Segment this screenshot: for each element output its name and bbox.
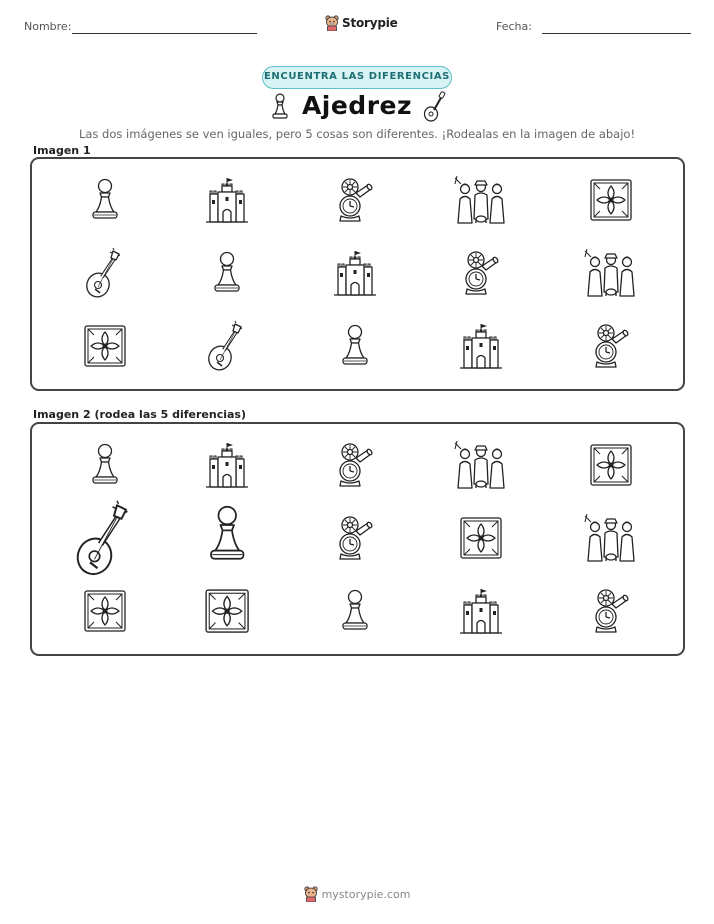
footer-bear-icon bbox=[304, 886, 318, 902]
title-lute-icon bbox=[423, 90, 447, 122]
image2-cell-2-1[interactable] bbox=[75, 510, 135, 566]
image2-cell-1-3[interactable] bbox=[325, 437, 385, 493]
pawn-icon bbox=[212, 249, 242, 297]
image2-cell-1-4[interactable] bbox=[451, 437, 511, 493]
image2-cell-2-2[interactable] bbox=[197, 506, 257, 562]
townsfolk-icon bbox=[583, 513, 639, 563]
pawn-icon bbox=[340, 587, 370, 635]
image1-cell-2-3 bbox=[325, 245, 385, 301]
bear-logo-icon bbox=[325, 15, 339, 31]
image1-cell-3-5 bbox=[581, 318, 641, 374]
castle-icon bbox=[334, 249, 376, 297]
instructions-text: Las dos imágenes se ven iguales, pero 5 cosas son diferentes. ¡Rodealas en la imagen de abajo! bbox=[78, 127, 636, 141]
image1-cell-2-4 bbox=[451, 245, 511, 301]
tile-icon bbox=[83, 324, 127, 368]
image2-cell-3-1[interactable] bbox=[75, 583, 135, 639]
image2-cell-2-3[interactable] bbox=[325, 510, 385, 566]
image1-cell-1-4 bbox=[451, 172, 511, 228]
lute-icon bbox=[207, 320, 247, 372]
clock-icon bbox=[590, 322, 632, 370]
image1-cell-1-5 bbox=[581, 172, 641, 228]
image1-cell-2-1 bbox=[75, 245, 135, 301]
image1-panel bbox=[30, 157, 685, 391]
tile-icon bbox=[459, 516, 503, 560]
castle-icon bbox=[460, 587, 502, 635]
image2-cell-3-4[interactable] bbox=[451, 583, 511, 639]
townsfolk-icon bbox=[453, 440, 509, 490]
clock-icon bbox=[590, 587, 632, 635]
image2-cell-1-5[interactable] bbox=[581, 437, 641, 493]
image1-cell-1-1 bbox=[75, 172, 135, 228]
tile-icon bbox=[589, 443, 633, 487]
logo-text: Storypie bbox=[342, 16, 398, 30]
pawn-icon bbox=[340, 322, 370, 370]
image2-cell-2-4[interactable] bbox=[451, 510, 511, 566]
clock-icon bbox=[334, 176, 376, 224]
image2-cell-1-2[interactable] bbox=[197, 437, 257, 493]
image2-cell-3-5[interactable] bbox=[581, 583, 641, 639]
image1-cell-2-5 bbox=[581, 245, 641, 301]
pawn-icon bbox=[207, 502, 248, 567]
image2-cell-3-3[interactable] bbox=[325, 583, 385, 639]
image1-cell-3-1 bbox=[75, 318, 135, 374]
panel1-label: Imagen 1 bbox=[33, 144, 91, 157]
castle-icon bbox=[460, 322, 502, 370]
panel2-label: Imagen 2 (rodea las 5 diferencias) bbox=[33, 408, 247, 421]
townsfolk-icon bbox=[583, 248, 639, 298]
pawn-icon bbox=[90, 441, 120, 489]
lute-icon bbox=[75, 498, 135, 579]
page-title: Ajedrez bbox=[301, 91, 413, 120]
footer-url[interactable]: mystorypie.com bbox=[321, 887, 411, 901]
image2-cell-3-2[interactable] bbox=[197, 583, 257, 639]
image1-cell-3-2 bbox=[197, 318, 257, 374]
image1-cell-1-3 bbox=[325, 172, 385, 228]
image1-cell-2-2 bbox=[197, 245, 257, 301]
date-line[interactable] bbox=[542, 33, 691, 34]
castle-icon bbox=[206, 176, 248, 224]
footer bbox=[0, 886, 714, 902]
image2-cell-2-5[interactable] bbox=[581, 510, 641, 566]
tile-icon bbox=[589, 178, 633, 222]
image1-cell-1-2 bbox=[197, 172, 257, 228]
townsfolk-icon bbox=[453, 175, 509, 225]
image1-cell-3-4 bbox=[451, 318, 511, 374]
image1-cell-3-3 bbox=[325, 318, 385, 374]
pawn-icon bbox=[90, 176, 120, 224]
clock-icon bbox=[334, 441, 376, 489]
activity-badge: ENCUENTRA LAS DIFERENCIAS bbox=[262, 66, 452, 89]
storypie-logo bbox=[325, 13, 398, 33]
name-line[interactable] bbox=[72, 33, 257, 34]
clock-icon bbox=[334, 514, 376, 562]
castle-icon bbox=[206, 441, 248, 489]
tile-icon bbox=[83, 589, 127, 633]
clock-icon bbox=[460, 249, 502, 297]
image2-cell-1-1[interactable] bbox=[75, 437, 135, 493]
date-label: Fecha: bbox=[496, 20, 532, 33]
lute-icon bbox=[85, 247, 125, 299]
image2-panel[interactable] bbox=[30, 422, 685, 656]
tile-icon bbox=[204, 588, 250, 634]
name-label: Nombre: bbox=[24, 20, 72, 33]
